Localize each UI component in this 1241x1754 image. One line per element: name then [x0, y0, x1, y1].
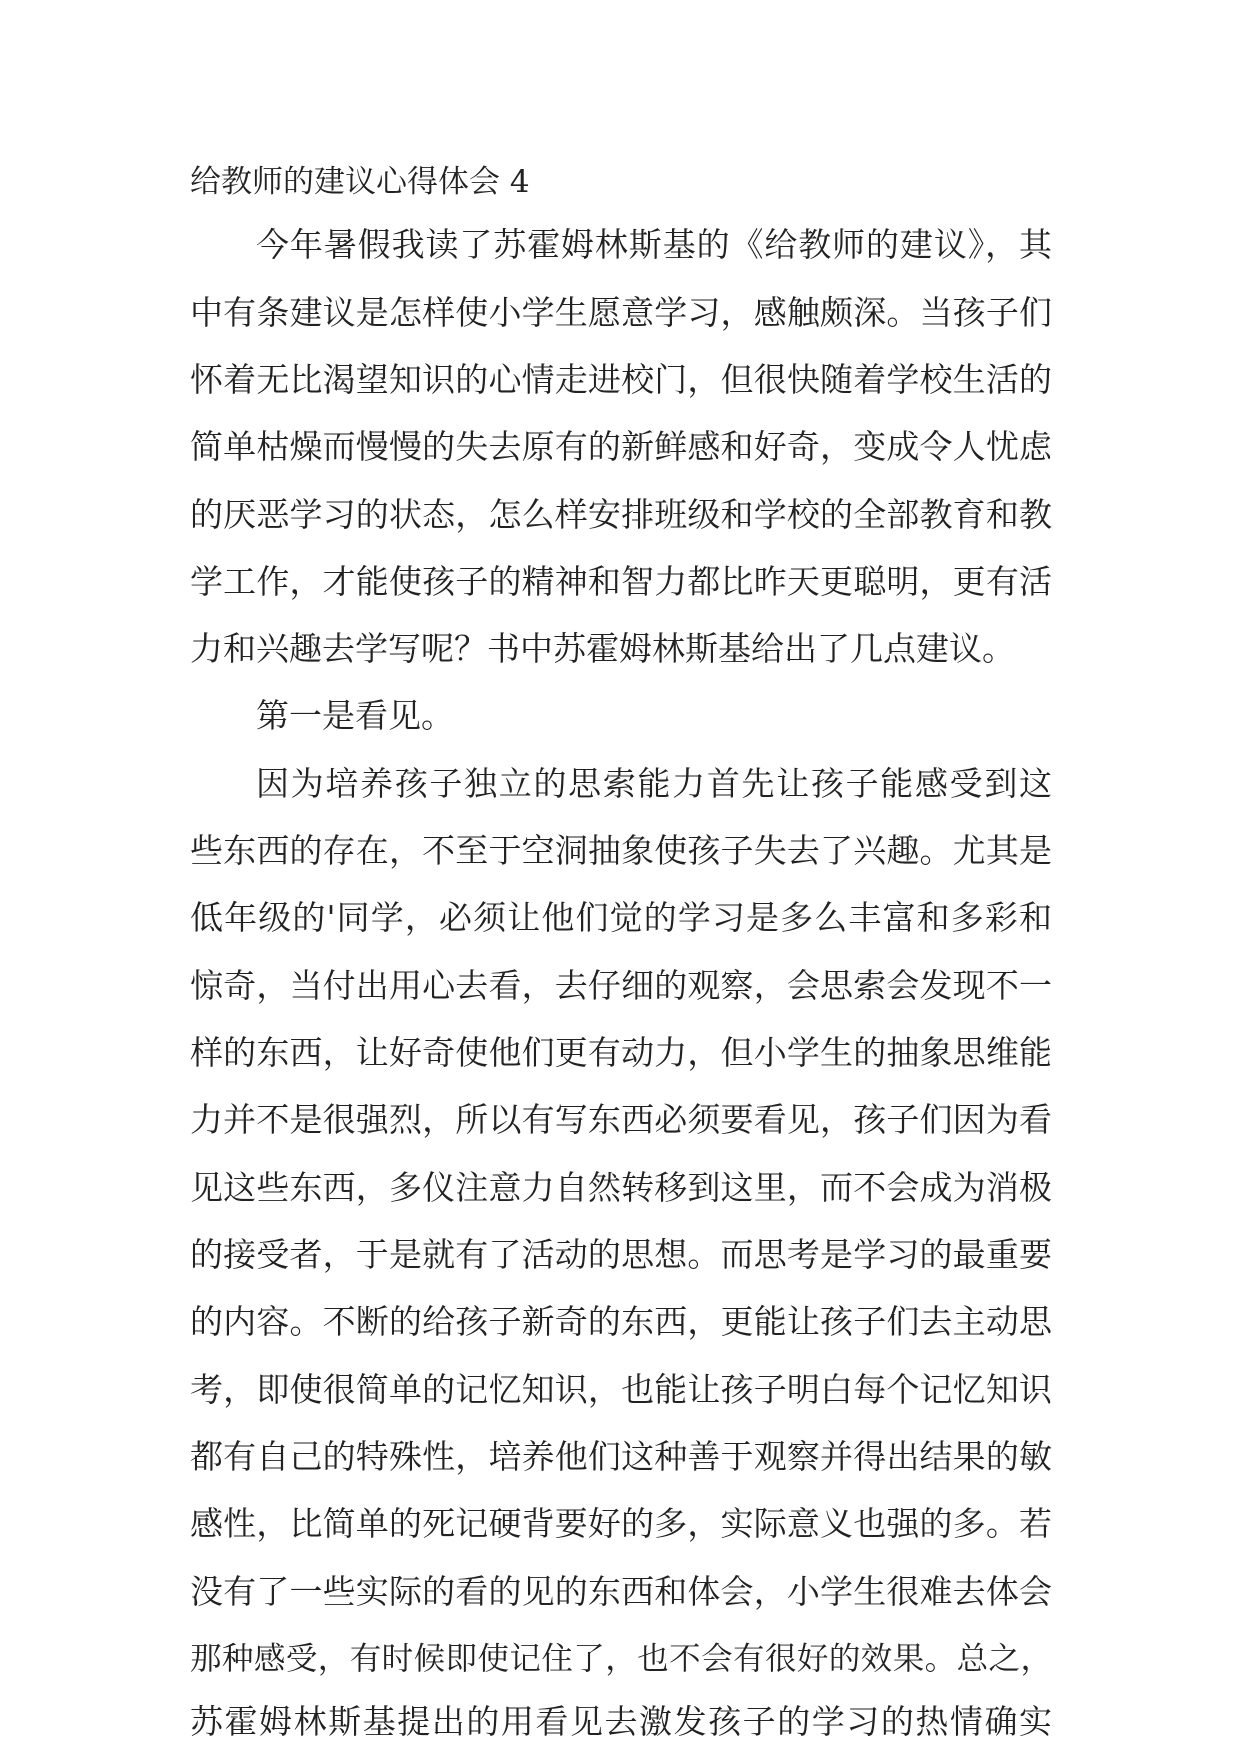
paragraph-line: 感性，比简单的死记硬背要好的多，实际意义也强的多。若: [190, 1504, 1052, 1543]
paragraph-line: 考，即使很简单的记忆知识，也能让孩子明白每个记忆知识: [190, 1370, 1052, 1409]
paragraph-line: 苏霍姆林斯基提出的用看见去激发孩子的学习的热情确实: [190, 1702, 1052, 1741]
paragraph-line: 中有条建议是怎样使小学生愿意学习，感触颇深。当孩子们: [190, 293, 1052, 332]
paragraph-line: 样的东西，让好奇使他们更有动力，但小学生的抽象思维能: [190, 1033, 1052, 1072]
paragraph-line: 因为培养孩子独立的思索能力首先让孩子能感受到这: [256, 764, 1052, 803]
paragraph-line: 都有自己的特殊性，培养他们这种善于观察并得出结果的敏: [190, 1437, 1052, 1476]
paragraph-line: 学工作，才能使孩子的精神和智力都比昨天更聪明，更有活: [190, 562, 1052, 601]
section-heading: 第一是看见。: [256, 696, 454, 735]
paragraph-line: 力和兴趣去学写呢？书中苏霍姆林斯基给出了几点建议。: [190, 629, 1015, 668]
paragraph-line: 力并不是很强烈，所以有写东西必须要看见，孩子们因为看: [190, 1100, 1052, 1139]
paragraph-line: 惊奇，当付出用心去看，去仔细的观察，会思索会发现不一: [190, 966, 1052, 1005]
paragraph-line: 的内容。不断的给孩子新奇的东西，更能让孩子们去主动思: [190, 1302, 1052, 1341]
paragraph-line: 的厌恶学习的状态，怎么样安排班级和学校的全部教育和教: [190, 495, 1052, 534]
paragraph-line: 那种感受，有时候即使记住了，也不会有很好的效果。总之，: [190, 1641, 1052, 1677]
paragraph-line: 怀着无比渴望知识的心情走进校门，但很快随着学校生活的: [190, 360, 1052, 399]
paragraph-line: 见这些东西，多仪注意力自然转移到这里，而不会成为消极: [190, 1168, 1052, 1207]
document-title: 给教师的建议心得体会 4: [190, 164, 530, 200]
paragraph-line: 今年暑假我读了苏霍姆林斯基的《给教师的建议》，其: [256, 225, 1052, 264]
paragraph-line: 的接受者，于是就有了活动的思想。而思考是学习的最重要: [190, 1235, 1052, 1274]
paragraph-line: 简单枯燥而慢慢的失去原有的新鲜感和好奇，变成令人忧虑: [190, 427, 1052, 466]
paragraph-line: 低年级的'同学，必须让他们觉的学习是多么丰富和多彩和: [190, 898, 1052, 937]
paragraph-line: 没有了一些实际的看的见的东西和体会，小学生很难去体会: [190, 1572, 1052, 1611]
paragraph-line: 些东西的存在，不至于空洞抽象使孩子失去了兴趣。尤其是: [190, 831, 1052, 870]
